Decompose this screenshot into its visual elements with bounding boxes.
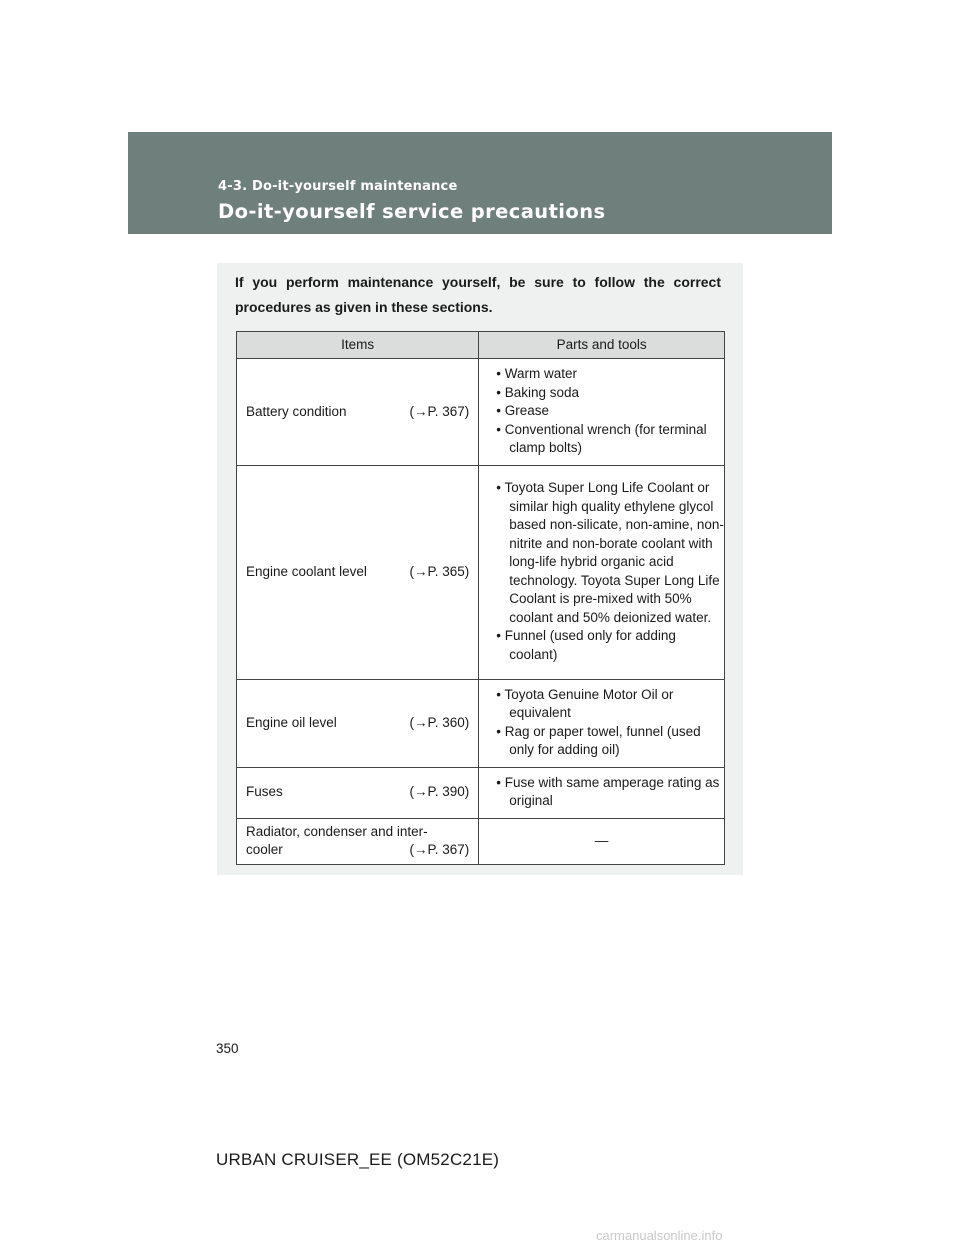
watermark: carmanualsonline.info (596, 1228, 723, 1243)
document-id: URBAN CRUISER_EE (OM52C21E) (216, 1150, 500, 1169)
item-name: Engine coolant level (246, 563, 367, 579)
header-band (128, 132, 832, 234)
item-name: Fuses (246, 784, 283, 800)
page-reference[interactable]: (→P. 390) (409, 784, 470, 800)
item-cell (237, 465, 479, 679)
maintenance-table (236, 331, 725, 865)
list-item: • Grease (496, 403, 550, 418)
intro-line-1: If you perform maintenance yourself, be sure to follow the correct (235, 274, 721, 290)
table-header-row (237, 332, 725, 359)
parts-cell (479, 679, 725, 767)
parts-cell-empty: — (479, 818, 725, 864)
item-name: Battery condition (246, 403, 347, 419)
intro-paragraph (235, 270, 721, 320)
parts-cell (479, 465, 725, 679)
page-reference[interactable]: (→P. 365) (409, 563, 470, 579)
list-item: • Toyota Genuine Motor Oil or equivalent (496, 686, 674, 720)
table-row (237, 767, 725, 818)
page-reference[interactable]: (→P. 367) (409, 842, 470, 857)
table-row (237, 818, 725, 864)
content-box (217, 263, 743, 875)
table-row (237, 359, 725, 466)
page-reference[interactable]: (→P. 360) (409, 714, 470, 730)
item-name: Radiator, condenser and inter- (246, 823, 428, 839)
parts-cell (479, 359, 725, 466)
list-item: • Rag or paper towel, funnel (used only for adding oil) (496, 723, 701, 757)
page-reference[interactable]: (→P. 367) (409, 403, 470, 419)
page-number: 350 (216, 1041, 239, 1056)
list-item: • Warm water (496, 366, 578, 381)
item-name-cont: cooler (246, 842, 283, 857)
section-label: 4-3. Do-it-yourself maintenance (218, 179, 458, 194)
item-cell (237, 359, 479, 466)
header-parts: Parts and tools (479, 332, 725, 359)
intro-line-2: procedures as given in these sections. (235, 299, 493, 315)
list-item: • Funnel (used only for adding coolant) (496, 628, 676, 662)
table-row (237, 679, 725, 767)
item-cell (237, 679, 479, 767)
item-name: Engine oil level (246, 714, 337, 730)
parts-cell (479, 767, 725, 818)
table-row (237, 465, 725, 679)
page-title: Do-it-yourself service precautions (218, 200, 606, 223)
item-cell (237, 767, 479, 818)
list-item: • Conventional wrench (for terminal clamp bolts) (496, 421, 707, 455)
item-cell (237, 818, 479, 864)
list-item: • Toyota Super Long Life Coolant or similar high quality ethylene glycol based non-silicate, non-amine, non-nitrite and non-borate coolant with long-life hybrid organic acid technology. Toyota Super Long Life Coolant is pre-mixed with 50% coolant and 50% deionized water. (496, 480, 724, 625)
header-items: Items (237, 332, 479, 359)
list-item: • Baking soda (496, 384, 580, 400)
list-item: • Fuse with same amperage rating as original (496, 774, 720, 808)
